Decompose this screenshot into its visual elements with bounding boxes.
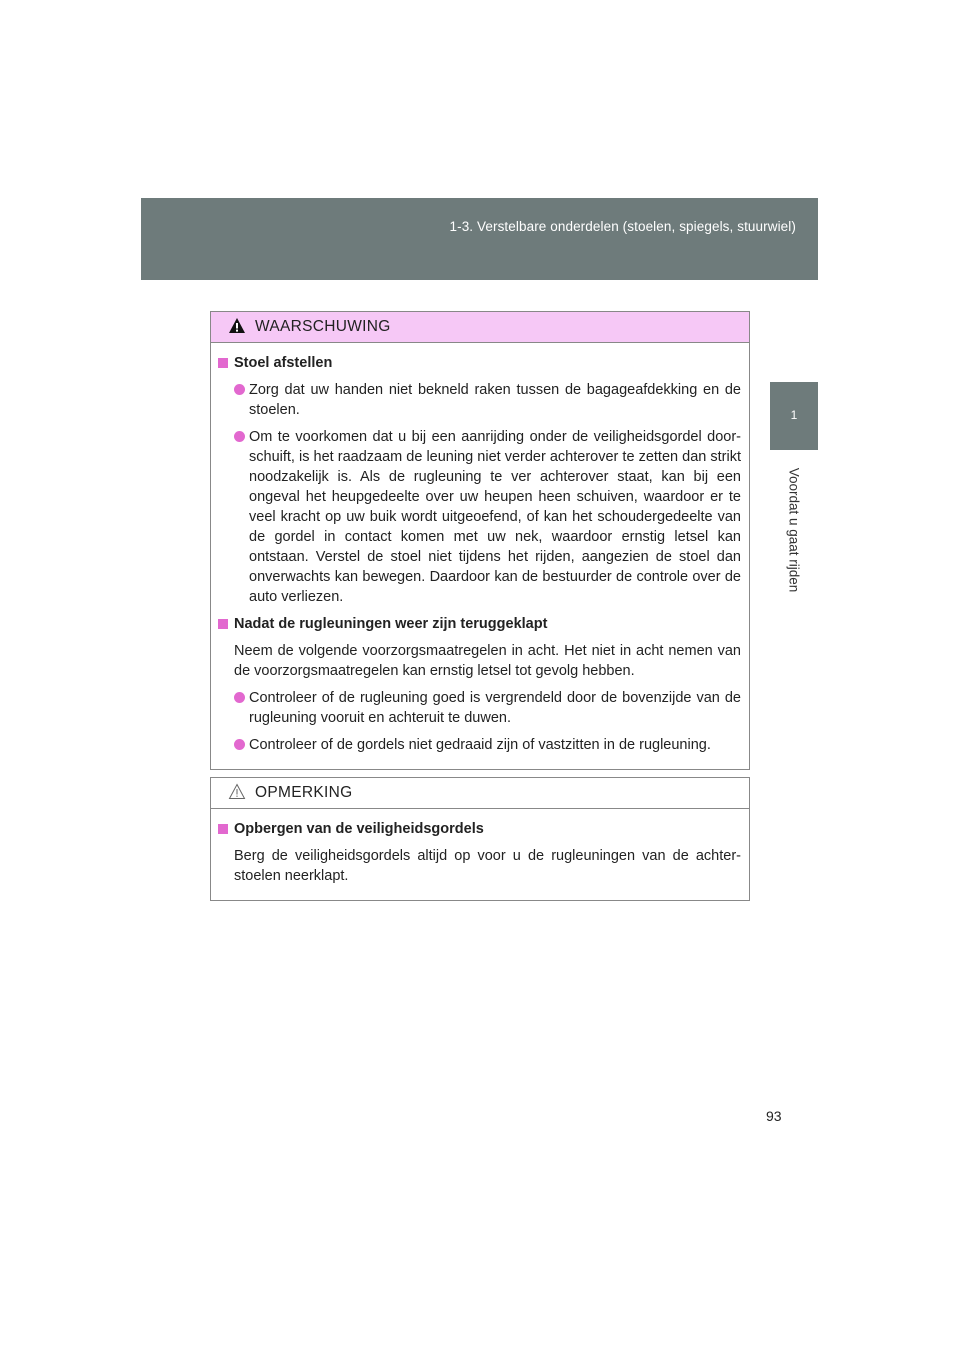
caution-outline-icon — [228, 783, 246, 800]
section-heading: Nadat de rugleuningen weer zijn teruggeklapt — [218, 614, 741, 634]
warning-title-bar — [211, 312, 749, 343]
warning-icon — [228, 317, 246, 334]
square-bullet-icon — [218, 358, 228, 368]
note-content — [211, 809, 749, 900]
section-heading: Opbergen van de veiligheidsgordels — [218, 819, 741, 839]
warning-box — [210, 311, 750, 770]
warning-title: WAARSCHUWING — [255, 318, 391, 335]
warning-content — [211, 343, 749, 769]
header-band — [141, 198, 818, 280]
list-item: Zorg dat uw handen niet bekneld raken tussen de bagageafdekking en de stoelen. — [218, 380, 741, 420]
paragraph: Berg de veiligheidsgordels altijd op voor u de rugleuningen van de achter-stoelen neerklapt. — [234, 848, 741, 884]
bullet-dot-icon — [234, 431, 245, 442]
chapter-tab — [770, 382, 818, 450]
note-box — [210, 777, 750, 901]
square-bullet-icon — [218, 824, 228, 834]
bullet-dot-icon — [234, 692, 245, 703]
chapter-title: Voordat u gaat rijden — [786, 467, 802, 593]
note-title: OPMERKING — [255, 784, 353, 801]
note-title-bar — [211, 778, 749, 809]
paragraph: Neem de volgende voorzorgsmaatregelen in acht. Het niet in acht nemen van de voorzorgsmaatregelen kan ernstig letsel tot gevolg hebben. — [234, 643, 741, 679]
chapter-number: 1 — [790, 408, 798, 422]
bullet-dot-icon — [234, 739, 245, 750]
page-number: 93 — [766, 1108, 782, 1124]
list-item: Om te voorkomen dat u bij een aanrijding onder de veiligheidsgordel door-schuift, is het raadzaam de leuning niet verder achterover te zetten dan strikt noodzakelijk is. Als de rugleuning te ver achterover staat, kan bij een ongeval het heupgedeelte over uw heupen heen schuiven, waardoor er te veel kracht op uw buik wordt uitgeoefend, of kan het schoudergedeelte van de gordel in contact komen met uw nek, waardoor ernstig letsel kan ontstaan. Verstel de stoel niet tijdens het rijden, aangezien de stoel dan onverwachts kan bewegen. Daardoor kan de bestuurder de controle over de auto verliezen. — [218, 427, 741, 607]
section-title: 1-3. Verstelbare onderdelen (stoelen, spiegels, stuurwiel) — [449, 219, 796, 234]
list-item: Controleer of de rugleuning goed is vergrendeld door de bovenzijde van de rugleuning vooruit en achteruit te duwen. — [218, 688, 741, 728]
square-bullet-icon — [218, 619, 228, 629]
list-item: Controleer of de gordels niet gedraaid zijn of vastzitten in de rugleuning. — [218, 735, 741, 755]
bullet-dot-icon — [234, 384, 245, 395]
section-heading: Stoel afstellen — [218, 353, 741, 373]
